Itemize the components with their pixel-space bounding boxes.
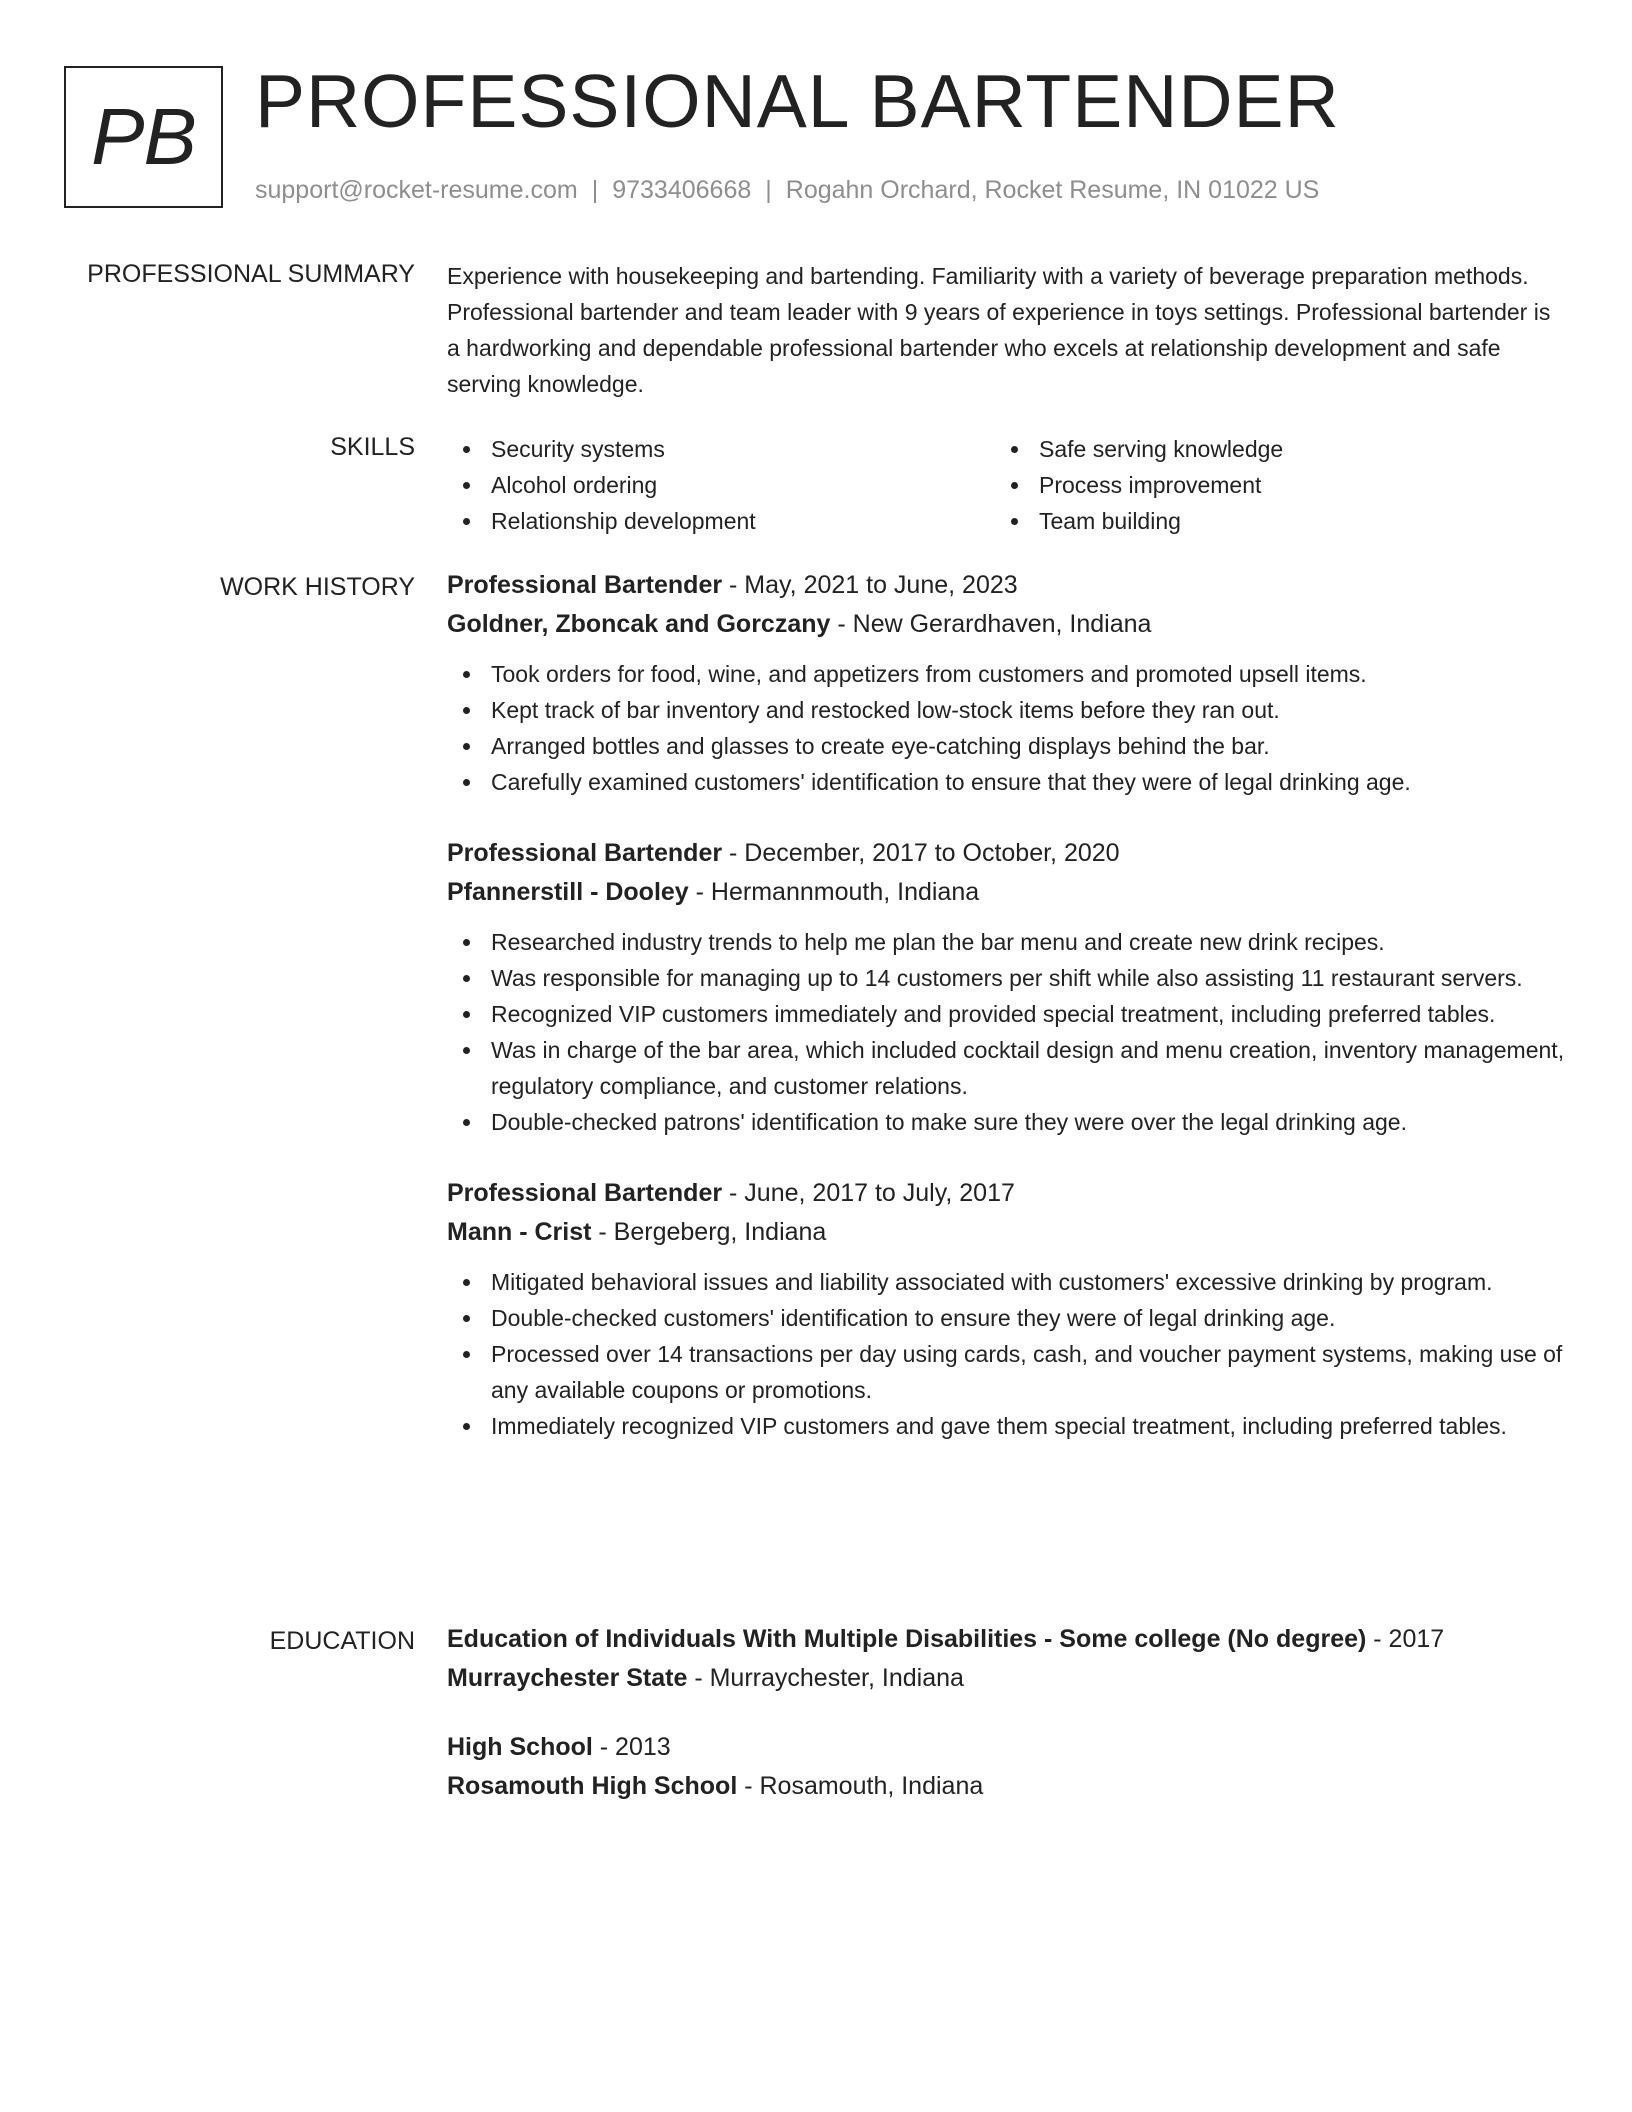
job-bullet xyxy=(447,692,1567,728)
skill-item xyxy=(447,503,995,539)
skill-text: Process improvement xyxy=(1039,472,1262,498)
education-school: Murraychester State xyxy=(447,1664,688,1692)
skills-column-left xyxy=(447,431,995,539)
job-bullet xyxy=(447,924,1567,960)
bullet-icon xyxy=(463,482,470,489)
bullet-text: Kept track of bar inventory and restocked low-stock items before they ran out. xyxy=(491,697,1280,723)
education-school: Rosamouth High School xyxy=(447,1772,738,1800)
job-company: Pfannerstill - Dooley xyxy=(447,878,689,906)
job-bullet xyxy=(447,728,1567,764)
skill-item xyxy=(995,503,1543,539)
job-bullet xyxy=(447,960,1567,996)
contact-email: support@rocket-resume.com xyxy=(255,176,578,204)
bullet-icon xyxy=(463,1423,470,1430)
skill-item xyxy=(447,431,995,467)
bullet-icon xyxy=(1011,518,1018,525)
bullet-icon xyxy=(1011,446,1018,453)
job-entry xyxy=(447,834,1567,1140)
education-school-line xyxy=(447,1659,1567,1698)
education-location: - Rosamouth, Indiana xyxy=(737,1772,984,1800)
education-degree-line xyxy=(447,1620,1567,1659)
work-history-body xyxy=(447,566,1567,1478)
bullet-text: Was responsible for managing up to 14 customers per shift while also assisting 11 restaurant servers. xyxy=(491,965,1523,991)
job-bullet xyxy=(447,996,1567,1032)
bullet-text: Took orders for food, wine, and appetizers from customers and promoted upsell items. xyxy=(491,661,1367,687)
job-bullet xyxy=(447,1032,1567,1104)
job-dates: - December, 2017 to October, 2020 xyxy=(722,839,1120,867)
education-year: - 2013 xyxy=(592,1733,671,1761)
bullet-icon xyxy=(463,1351,470,1358)
education-year: - 2017 xyxy=(1366,1625,1445,1653)
contact-address: Rogahn Orchard, Rocket Resume, IN 01022 US xyxy=(785,176,1320,204)
contact-separator: | xyxy=(591,176,599,204)
contact-line xyxy=(255,175,1319,205)
skill-text: Security systems xyxy=(491,436,665,462)
skill-text: Team building xyxy=(1039,508,1181,534)
job-location: - New Gerardhaven, Indiana xyxy=(830,610,1152,638)
bullet-icon xyxy=(463,1279,470,1286)
job-dates: - June, 2017 to July, 2017 xyxy=(722,1179,1015,1207)
bullet-text: Arranged bottles and glasses to create eye-catching displays behind the bar. xyxy=(491,733,1270,759)
skill-text: Alcohol ordering xyxy=(491,472,658,498)
job-title-line xyxy=(447,566,1567,605)
job-location: - Bergeberg, Indiana xyxy=(591,1218,827,1246)
bullet-text: Double-checked customers' identification to ensure they were of legal drinking age. xyxy=(491,1305,1336,1331)
bullet-icon xyxy=(463,1047,470,1054)
section-label-skills: SKILLS xyxy=(330,433,415,461)
job-bullet xyxy=(447,656,1567,692)
education-school-line xyxy=(447,1767,1567,1806)
skill-item xyxy=(995,467,1543,503)
skill-item xyxy=(447,467,995,503)
job-bullet xyxy=(447,1264,1567,1300)
job-company-line xyxy=(447,1213,1567,1252)
job-bullet xyxy=(447,1336,1567,1408)
bullet-icon xyxy=(463,939,470,946)
page-title: PROFESSIONAL BARTENDER xyxy=(255,59,1340,143)
bullet-text: Recognized VIP customers immediately and provided special treatment, including preferred tables. xyxy=(491,1001,1496,1027)
skills-column-right xyxy=(995,431,1543,539)
job-company-line xyxy=(447,873,1567,912)
job-bullets xyxy=(447,1264,1567,1444)
job-title-line xyxy=(447,1174,1567,1213)
contact-separator: | xyxy=(765,176,772,204)
skills-grid xyxy=(447,431,1567,539)
summary-text: Experience with housekeeping and bartending. Familiarity with a variety of beverage preparation methods. Professional bartender and team leader with 9 years of experience in toys settings. Professional bartender is a hardworking and dependable professional bartender who excels at relationship development and safe serving knowledge. xyxy=(447,263,1551,397)
bullet-text: Immediately recognized VIP customers and gave them special treatment, including preferred tables. xyxy=(491,1413,1507,1439)
job-bullet xyxy=(447,1408,1567,1444)
education-entry xyxy=(447,1728,1567,1806)
bullet-text: Researched industry trends to help me plan the bar menu and create new drink recipes. xyxy=(491,929,1385,955)
skill-text: Relationship development xyxy=(491,508,756,534)
bullet-text: Double-checked patrons' identification to make sure they were over the legal drinking age. xyxy=(491,1109,1407,1135)
job-bullets xyxy=(447,656,1567,800)
bullet-text: Carefully examined customers' identification to ensure that they were of legal drinking age. xyxy=(491,769,1411,795)
bullet-icon xyxy=(463,446,470,453)
job-company: Goldner, Zboncak and Gorczany xyxy=(447,610,831,638)
job-company: Mann - Crist xyxy=(447,1218,592,1246)
section-label-summary: PROFESSIONAL SUMMARY xyxy=(87,260,415,288)
job-bullets xyxy=(447,924,1567,1140)
education-degree: Education of Individuals With Multiple Disabilities - Some college (No degree) xyxy=(447,1625,1367,1653)
job-bullet xyxy=(447,764,1567,800)
job-title: Professional Bartender xyxy=(447,571,723,599)
monogram-box: PB xyxy=(64,66,223,208)
job-location: - Hermannmouth, Indiana xyxy=(688,878,980,906)
education-degree-line xyxy=(447,1728,1567,1767)
job-title: Professional Bartender xyxy=(447,1179,723,1207)
bullet-icon xyxy=(1011,482,1018,489)
bullet-icon xyxy=(463,707,470,714)
bullet-icon xyxy=(463,743,470,750)
job-company-line xyxy=(447,605,1567,644)
bullet-icon xyxy=(463,975,470,982)
bullet-text: Was in charge of the bar area, which included cocktail design and menu creation, inventory management, regulatory compliance, and customer relations. xyxy=(491,1037,1565,1099)
section-label-work-history: WORK HISTORY xyxy=(220,573,415,601)
section-label-education: EDUCATION xyxy=(269,1627,415,1655)
education-location: - Murraychester, Indiana xyxy=(687,1664,964,1692)
job-title: Professional Bartender xyxy=(447,839,723,867)
job-entry xyxy=(447,566,1567,800)
skill-text: Safe serving knowledge xyxy=(1039,436,1284,462)
contact-phone: 9733406668 xyxy=(612,176,752,204)
summary-body xyxy=(447,258,1567,402)
bullet-text: Mitigated behavioral issues and liability associated with customers' excessive drinking by program. xyxy=(491,1269,1493,1295)
bullet-icon xyxy=(463,1011,470,1018)
bullet-icon xyxy=(463,671,470,678)
education-body xyxy=(447,1620,1567,1836)
skill-item xyxy=(995,431,1543,467)
bullet-icon xyxy=(463,779,470,786)
job-bullet xyxy=(447,1300,1567,1336)
bullet-text: Processed over 14 transactions per day using cards, cash, and voucher payment systems, making use of any available coupons or promotions. xyxy=(491,1341,1563,1403)
bullet-icon xyxy=(463,518,470,525)
education-degree: High School xyxy=(447,1733,593,1761)
job-bullet xyxy=(447,1104,1567,1140)
bullet-icon xyxy=(463,1315,470,1322)
education-entry xyxy=(447,1620,1567,1698)
job-dates: - May, 2021 to June, 2023 xyxy=(722,571,1018,599)
job-title-line xyxy=(447,834,1567,873)
bullet-icon xyxy=(463,1119,470,1126)
job-entry xyxy=(447,1174,1567,1444)
